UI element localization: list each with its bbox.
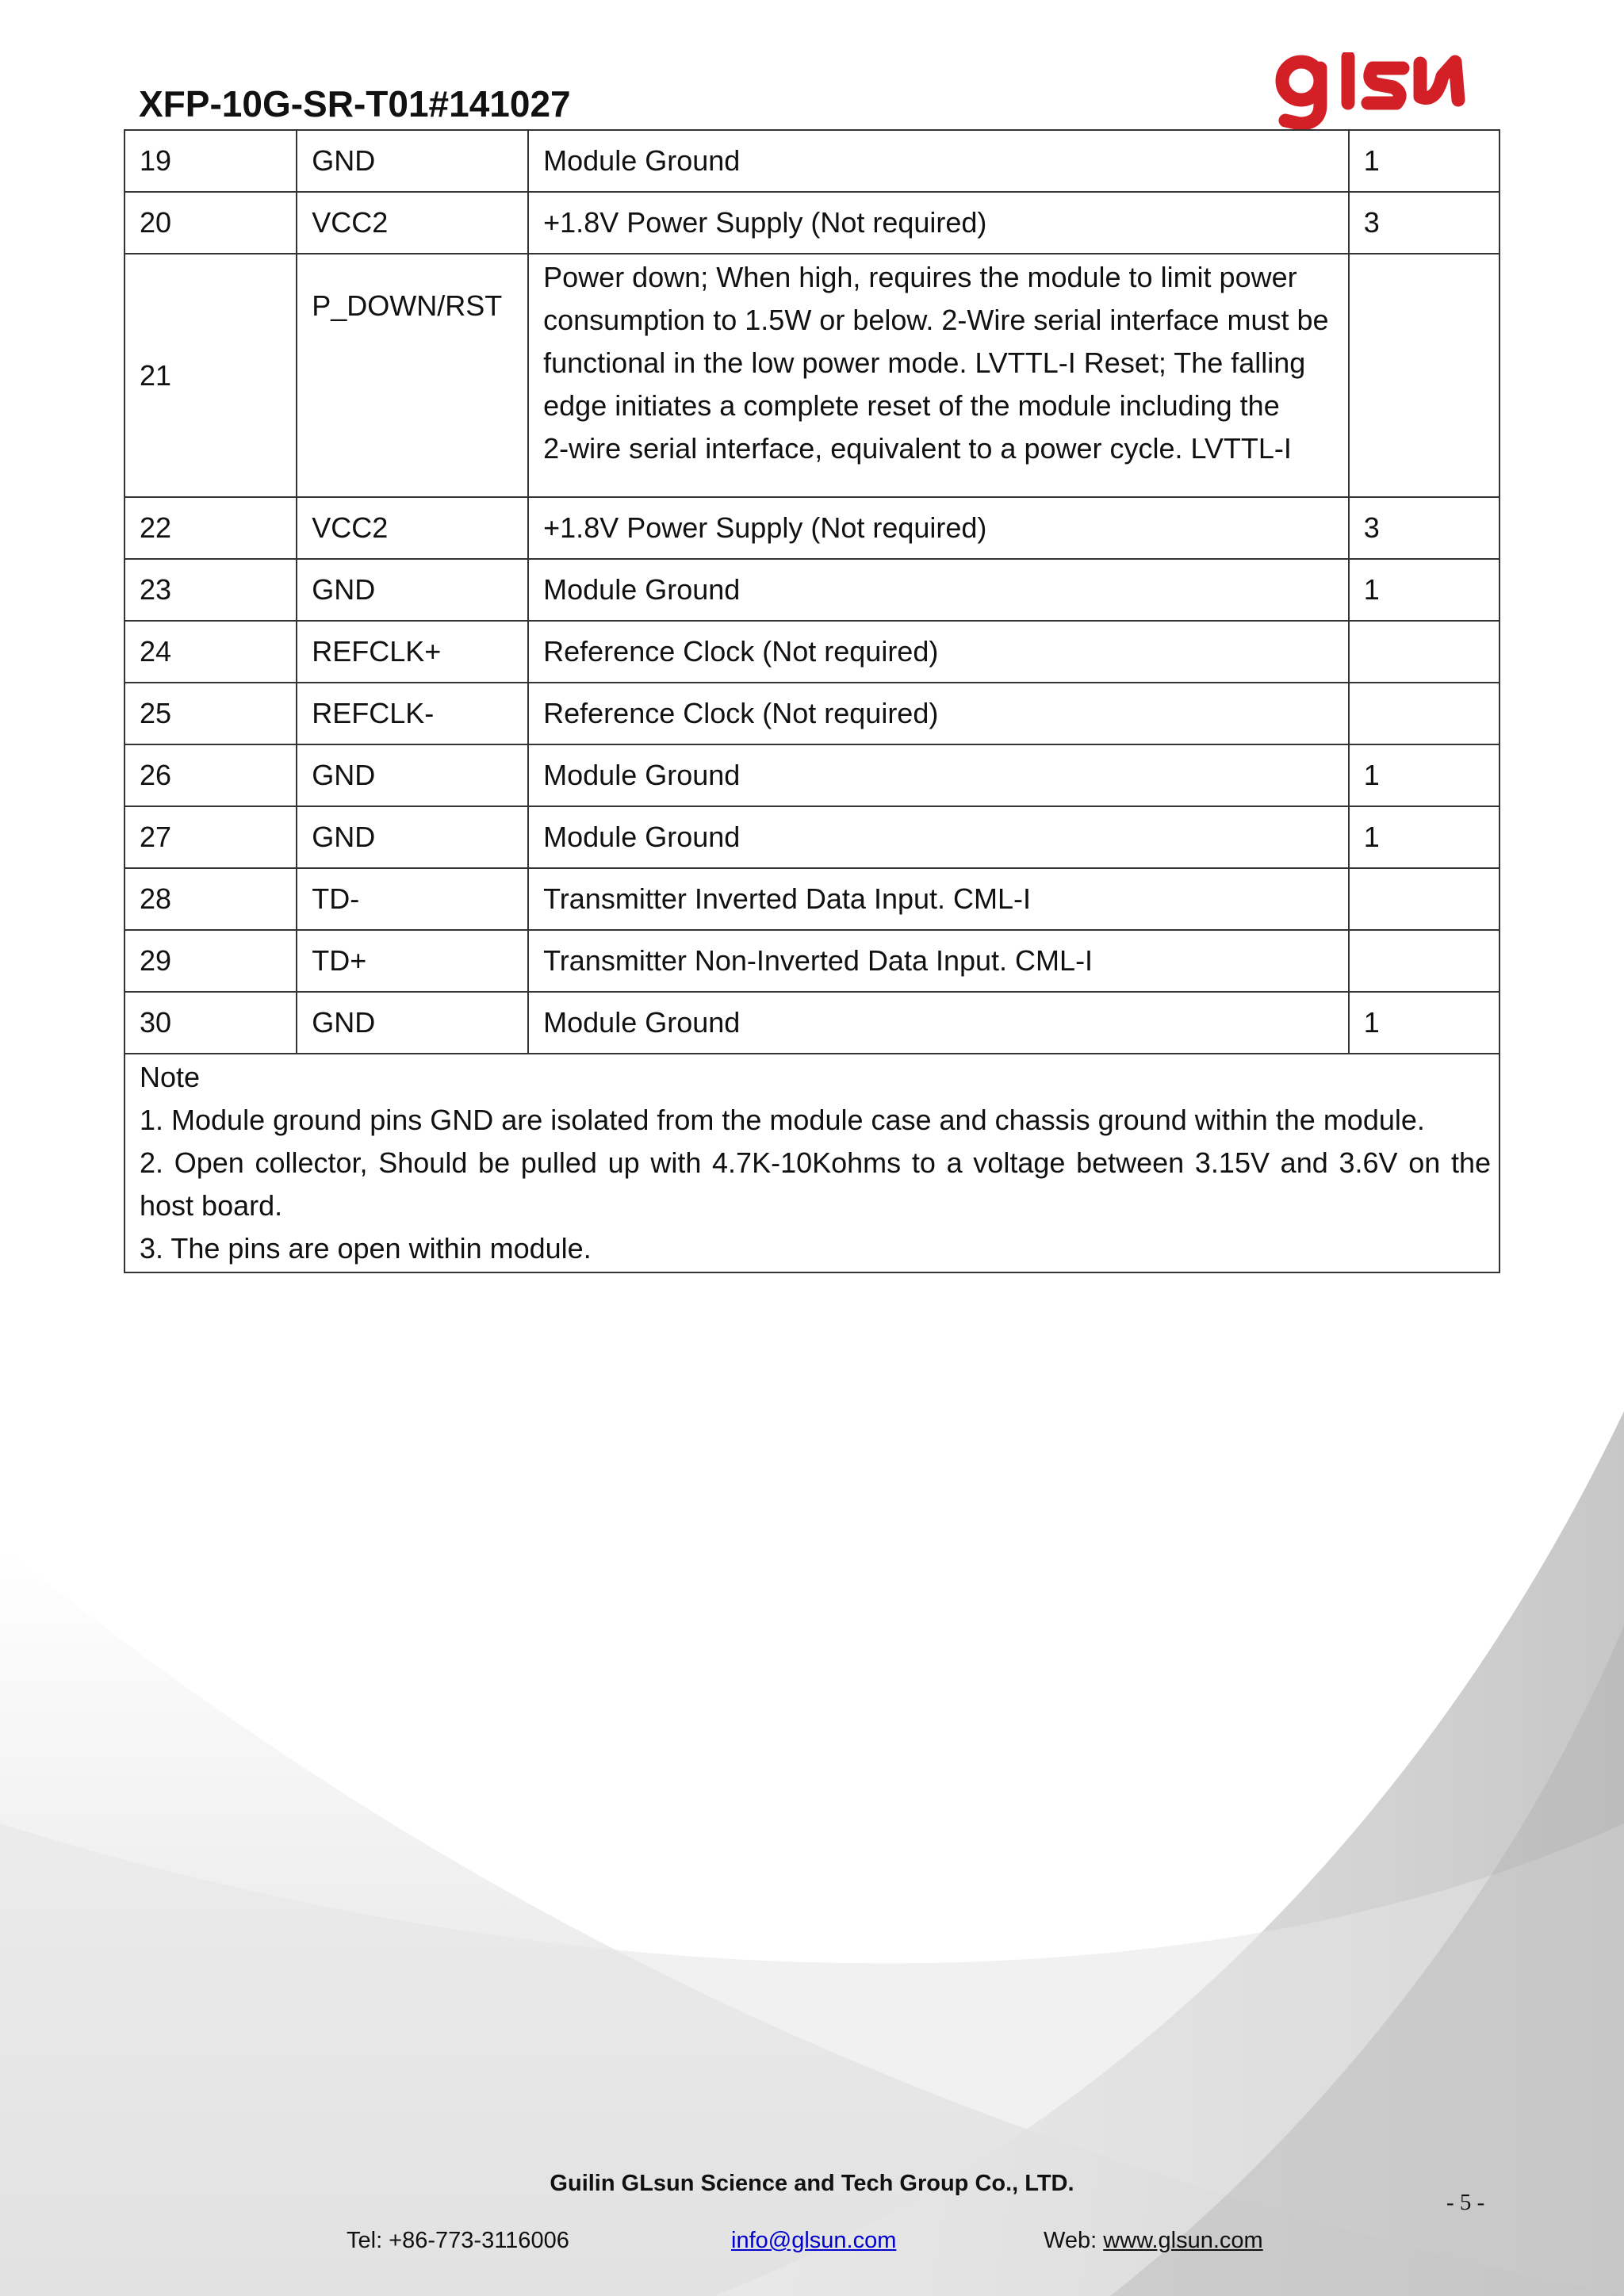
pin-name-cell: GND — [297, 744, 528, 806]
table-row — [124, 683, 1500, 744]
pin-number-cell: 20 — [124, 192, 297, 254]
pin-number-cell: 25 — [124, 683, 297, 744]
pin-number-cell: 24 — [124, 621, 297, 683]
description-line: edge initiates a complete reset of the module including the — [543, 389, 1280, 422]
pin-description-cell: +1.8V Power Supply (Not required) — [528, 192, 1349, 254]
pin-name-cell: GND — [297, 559, 528, 621]
footer-web-label: Web: — [1044, 2228, 1104, 2253]
note-item: 1. Module ground pins GND are isolated from the module case and chassis ground within the module. — [140, 1104, 1425, 1136]
pin-note-cell — [1349, 621, 1500, 683]
pin-name-cell: TD+ — [297, 930, 528, 992]
pin-name-cell: P_DOWN/RST — [297, 254, 528, 497]
pin-definition-table — [124, 129, 1500, 1273]
pin-note-cell: 1 — [1349, 744, 1500, 806]
table-row — [124, 992, 1500, 1054]
pin-description-cell: +1.8V Power Supply (Not required) — [528, 497, 1349, 559]
description-line: 2-wire serial interface, equivalent to a power cycle. LVTTL-I — [543, 432, 1292, 465]
table-row — [124, 806, 1500, 868]
pin-number-cell: 22 — [124, 497, 297, 559]
footer-web-link[interactable]: www.glsun.com — [1103, 2228, 1263, 2253]
pin-name-cell: GND — [297, 130, 528, 192]
pin-note-cell: 1 — [1349, 806, 1500, 868]
pin-number-cell: 29 — [124, 930, 297, 992]
pin-name-cell: VCC2 — [297, 497, 528, 559]
page-number: - 5 - — [1446, 2190, 1485, 2215]
pin-description-cell: Transmitter Inverted Data Input. CML-I — [528, 868, 1349, 930]
table-row — [124, 930, 1500, 992]
pin-note-cell: 3 — [1349, 497, 1500, 559]
pin-name-cell: GND — [297, 992, 528, 1054]
table-row — [124, 744, 1500, 806]
pin-description-cell: Module Ground — [528, 806, 1349, 868]
description-line: Power down; When high, requires the module to limit power — [543, 261, 1297, 293]
pin-number-cell: 23 — [124, 559, 297, 621]
pin-number-cell: 30 — [124, 992, 297, 1054]
pin-name-cell: REFCLK+ — [297, 621, 528, 683]
footer-email-link[interactable]: info@glsun.com — [731, 2228, 897, 2253]
table-row — [124, 868, 1500, 930]
table-row — [124, 254, 1500, 497]
pin-note-cell — [1349, 868, 1500, 930]
pin-description-cell: Module Ground — [528, 130, 1349, 192]
pin-number-cell: 27 — [124, 806, 297, 868]
table-row — [124, 559, 1500, 621]
footer-web — [1044, 2228, 1263, 2254]
footer-telephone: Tel: +86-773-3116006 — [347, 2228, 569, 2253]
pin-number-cell: 21 — [124, 254, 297, 497]
pin-note-cell — [1349, 254, 1500, 497]
table-row — [124, 497, 1500, 559]
pin-note-cell: 1 — [1349, 130, 1500, 192]
pin-number-cell: 28 — [124, 868, 297, 930]
pin-name-cell: REFCLK- — [297, 683, 528, 744]
pin-number-cell: 19 — [124, 130, 297, 192]
note-item: 3. The pins are open within module. — [140, 1232, 592, 1265]
description-line: functional in the low power mode. LVTTL-I Reset; The falling — [543, 346, 1306, 379]
table-row — [124, 130, 1500, 192]
pin-name-cell: TD- — [297, 868, 528, 930]
pin-description-cell: Module Ground — [528, 992, 1349, 1054]
table-row — [124, 621, 1500, 683]
description-line: consumption to 1.5W or below. 2-Wire serial interface must be — [543, 304, 1329, 336]
footer-company-name: Guilin GLsun Science and Tech Group Co., LTD. — [550, 2171, 1074, 2196]
pin-name-cell: VCC2 — [297, 192, 528, 254]
pin-description-cell — [528, 254, 1349, 497]
pin-description-cell: Transmitter Non-Inverted Data Input. CML-I — [528, 930, 1349, 992]
glsun-logo — [1273, 52, 1483, 136]
notes-row — [124, 1054, 1500, 1272]
pin-note-cell: 1 — [1349, 559, 1500, 621]
pin-description-cell: Reference Clock (Not required) — [528, 621, 1349, 683]
pin-description-cell: Module Ground — [528, 744, 1349, 806]
pin-description-cell: Module Ground — [528, 559, 1349, 621]
notes-title: Note — [140, 1061, 201, 1093]
pin-number-cell: 26 — [124, 744, 297, 806]
pin-description-cell: Reference Clock (Not required) — [528, 683, 1349, 744]
pin-note-cell — [1349, 930, 1500, 992]
table-row — [124, 192, 1500, 254]
document-id-title: XFP-10G-SR-T01#141027 — [139, 83, 571, 124]
note-item: host board. — [140, 1189, 283, 1222]
pin-name-cell: GND — [297, 806, 528, 868]
pin-note-cell — [1349, 683, 1500, 744]
notes-cell — [124, 1054, 1500, 1272]
note-item: 2. Open collector, Should be pulled up with 4.7K-10Kohms to a voltage between 3.15V and 3.6V on the — [140, 1146, 1491, 1179]
pin-note-cell: 1 — [1349, 992, 1500, 1054]
pin-note-cell: 3 — [1349, 192, 1500, 254]
